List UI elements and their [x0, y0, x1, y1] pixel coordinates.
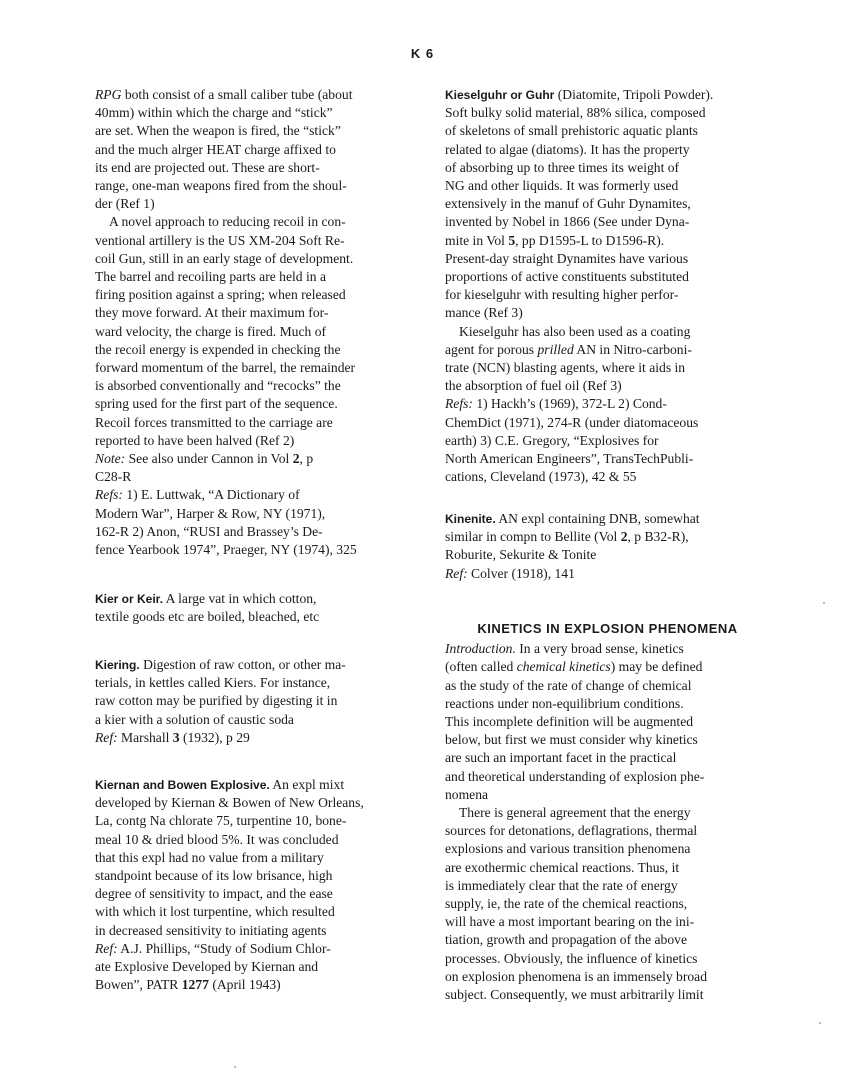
text-segment: standpoint because of its low brisance, high — [95, 868, 333, 884]
text-segment: developed by Kiernan & Bowen of New Orleans, — [95, 795, 364, 811]
text-segment: (1932), p 29 — [179, 729, 250, 745]
text-line — [445, 786, 770, 804]
text-line — [95, 794, 410, 812]
text-line — [445, 432, 770, 450]
section-title: KINETICS IN EXPLOSION PHENOMENA — [477, 621, 738, 636]
text-segment: Colver (1918), 141 — [467, 565, 575, 581]
text-line — [95, 359, 410, 377]
text-line — [95, 541, 410, 559]
text-segment: Roburite, Sekurite & Tonite — [445, 547, 597, 563]
text-segment: AN expl containing DNB, somewhat — [495, 511, 700, 526]
text-segment: is absorbed conventionally and “recocks” the — [95, 378, 341, 394]
text-segment: Modern War”, Harper & Row, NY (1971), — [95, 505, 326, 521]
text-segment: are exothermic chemical reactions. Thus, it — [445, 859, 680, 875]
text-line — [445, 677, 770, 695]
text-line — [445, 104, 770, 122]
text-segment: that this expl had no value from a military — [95, 849, 324, 865]
text-segment: ate Explosive Developed by Kiernan and — [95, 959, 319, 975]
text-line — [445, 268, 770, 286]
text-line — [95, 432, 410, 450]
text-line — [445, 931, 770, 949]
text-segment: ventional artillery is the US XM-204 Soft Re- — [95, 232, 345, 248]
text-line — [445, 695, 770, 713]
text-line — [445, 359, 770, 377]
text-line — [95, 104, 410, 122]
text-segment: spring used for the first part of the sequence. — [95, 396, 338, 412]
text-segment: earth) 3) C.E. Gregory, “Explosives for — [445, 432, 659, 448]
text-segment: Refs: — [95, 487, 123, 503]
text-segment: Marshall — [117, 729, 173, 745]
text-segment: 2 — [620, 529, 628, 545]
text-segment: (often called — [445, 659, 517, 675]
text-segment: Present-day straight Dynamites have various — [445, 250, 689, 266]
entry-kier — [95, 590, 410, 626]
text-segment: The barrel and recoiling parts are held in a — [95, 269, 326, 285]
text-segment: reported to have been halved (Ref 2) — [95, 432, 295, 448]
text-segment: they move forward. At their maximum for- — [95, 305, 329, 321]
text-line — [445, 986, 770, 1004]
text-line — [95, 940, 410, 958]
text-segment: agent for porous — [445, 341, 538, 357]
text-line — [445, 86, 770, 104]
text-segment: Ref: — [95, 729, 118, 745]
text-line — [445, 968, 770, 986]
text-line — [445, 177, 770, 195]
text-segment: are set. When the weapon is fired, the “stick” — [95, 123, 341, 139]
text-line — [95, 286, 410, 304]
text-segment: sources for detonations, deflagrations, thermal — [445, 823, 698, 839]
text-segment: NG and other liquids. It was formerly used — [445, 178, 679, 194]
text-line — [445, 528, 770, 546]
text-segment: RPG — [95, 87, 122, 102]
text-segment: (Diatomite, Tripoli Powder). — [554, 87, 714, 102]
text-line — [95, 450, 410, 468]
text-segment: below, but first we must consider why kinetics — [445, 732, 698, 748]
text-segment: tiation, growth and propagation of the above — [445, 932, 687, 948]
text-segment: proportions of active constituents substituted — [445, 269, 689, 285]
text-segment: ward velocity, the charge is fired. Much of — [95, 323, 327, 339]
text-segment: raw cotton may be purified by digesting it in — [95, 693, 338, 709]
text-segment: forward momentum of the barrel, the remainder — [95, 360, 356, 376]
text-line — [445, 859, 770, 877]
text-segment: mance (Ref 3) — [445, 305, 523, 321]
text-segment: prilled — [537, 341, 574, 357]
text-segment: , pp D1595-L to D1596-R). — [515, 232, 665, 248]
text-segment: degree of sensitivity to impact, and the ease — [95, 886, 333, 902]
text-line — [445, 822, 770, 840]
entry-headword: Kiernan and Bowen Explosive. — [95, 778, 270, 792]
text-segment: An expl mixt — [269, 777, 345, 792]
text-segment: ) may be defined — [610, 659, 703, 675]
text-segment: nomena — [445, 786, 489, 802]
text-line — [95, 711, 410, 729]
text-segment: cations, Cleveland (1973), 42 & 55 — [445, 469, 637, 485]
text-line — [95, 867, 410, 885]
text-segment: In a very broad sense, kinetics — [515, 641, 684, 657]
text-segment: 2 — [292, 451, 300, 467]
text-line — [95, 656, 410, 674]
text-line — [95, 608, 410, 626]
text-line — [445, 377, 770, 395]
text-segment: Ref: — [95, 940, 118, 956]
text-line — [445, 950, 770, 968]
text-line — [445, 840, 770, 858]
text-line — [95, 159, 410, 177]
text-line — [95, 304, 410, 322]
text-segment: reactions under non-equilibrium conditions. — [445, 695, 684, 711]
text-line — [95, 812, 410, 830]
text-segment: for kieselguhr with resulting higher perfor- — [445, 287, 679, 303]
text-segment: Bowen”, PATR — [95, 977, 182, 993]
text-segment: 162-R 2) Anon, “RUSI and Brassey’s De- — [95, 523, 323, 539]
text-line — [445, 749, 770, 767]
text-line — [445, 286, 770, 304]
text-segment: mite in Vol — [445, 232, 509, 248]
text-segment: coil Gun, still in an early stage of development. — [95, 250, 354, 266]
text-line — [95, 141, 410, 159]
text-segment: of absorbing up to three times its weight of — [445, 159, 680, 175]
text-line — [95, 903, 410, 921]
text-segment: chemical kinetics — [516, 659, 611, 675]
text-segment: extensively in the manuf of Guhr Dynamites, — [445, 196, 691, 212]
text-line — [445, 414, 770, 432]
text-segment: in decreased sensitivity to initiating agents — [95, 922, 327, 938]
text-segment: ChemDict (1971), 274-R (under diatomaceous — [445, 414, 699, 430]
text-line — [95, 177, 410, 195]
text-line — [95, 486, 410, 504]
text-line — [445, 122, 770, 140]
text-segment: Refs: — [445, 396, 473, 412]
text-segment: explosions and various transition phenomena — [445, 841, 691, 857]
text-line — [95, 195, 410, 213]
text-line — [95, 86, 410, 104]
text-line — [445, 195, 770, 213]
text-segment: the absorption of fuel oil (Ref 3) — [445, 378, 622, 394]
text-segment: der (Ref 1) — [95, 196, 155, 212]
text-segment: This incomplete definition will be augmented — [445, 714, 694, 730]
text-segment: invented by Nobel in 1866 (See under Dyna- — [445, 214, 690, 230]
text-line — [445, 658, 770, 676]
text-line — [445, 546, 770, 564]
text-segment: with which it lost turpentine, which resulted — [95, 904, 335, 920]
text-line — [95, 323, 410, 341]
text-line — [445, 323, 770, 341]
text-segment: C28-R — [95, 469, 132, 485]
text-segment: the recoil energy is expended in checking the — [95, 341, 341, 357]
text-line — [445, 304, 770, 322]
text-line — [95, 414, 410, 432]
text-line — [445, 450, 770, 468]
text-segment: similar in compn to Bellite (Vol — [445, 529, 621, 545]
text-line — [95, 505, 410, 523]
text-segment: both consist of a small caliber tube (about — [121, 87, 353, 102]
text-line — [95, 776, 410, 794]
text-segment: related to algae (diatoms). It has the property — [445, 141, 690, 157]
text-segment: 1277 — [181, 977, 209, 993]
text-segment: on explosion phenomena is an immensely broad — [445, 968, 708, 984]
text-segment: Note: — [95, 451, 126, 467]
entry-headword: Kieselguhr or Guhr — [445, 88, 555, 102]
text-segment: , p — [299, 451, 314, 467]
text-line — [445, 341, 770, 359]
text-segment: 40mm) within which the charge and “stick” — [95, 105, 333, 121]
text-line — [445, 468, 770, 486]
entry-kinenite — [445, 510, 770, 583]
text-line — [95, 922, 410, 940]
text-line — [95, 232, 410, 250]
text-segment: trate (NCN) blasting agents, where it aids in — [445, 360, 686, 376]
text-line — [95, 976, 410, 994]
text-segment: Soft bulky solid material, 88% silica, composed — [445, 105, 706, 121]
text-segment: 1) Hackh’s (1969), 372-L 2) Cond- — [472, 396, 667, 412]
text-line — [445, 768, 770, 786]
text-line — [95, 268, 410, 286]
text-segment: 1) E. Luttwak, “A Dictionary of — [122, 487, 300, 503]
text-segment: 3 — [172, 729, 180, 745]
text-line — [95, 849, 410, 867]
text-line — [445, 213, 770, 231]
text-segment: supply, ie, the rate of the chemical reactions, — [445, 896, 688, 912]
text-segment: is immediately clear that the rate of energy — [445, 877, 678, 893]
text-line — [95, 341, 410, 359]
text-line — [445, 640, 770, 658]
text-segment: AN in Nitro-carboni- — [573, 341, 692, 357]
text-line — [445, 877, 770, 895]
text-segment: processes. Obviously, the influence of kinetics — [445, 950, 698, 966]
text-line — [95, 692, 410, 710]
entry-kiernan-bowen — [95, 776, 410, 994]
text-segment: a kier with a solution of caustic soda — [95, 711, 294, 727]
text-segment: are such an important facet in the practical — [445, 750, 677, 766]
text-line — [445, 731, 770, 749]
text-segment: and the much alrger HEAT charge affixed to — [95, 141, 336, 157]
text-line — [95, 590, 410, 608]
text-segment: Introduction. — [445, 641, 516, 657]
text-segment: 5 — [508, 232, 516, 248]
text-line — [95, 468, 410, 486]
text-segment: (April 1943) — [208, 977, 281, 993]
text-line — [445, 913, 770, 931]
text-segment: A large vat in which cotton, — [163, 591, 317, 606]
text-line — [95, 395, 410, 413]
text-line — [445, 395, 770, 413]
text-segment: Digestion of raw cotton, or other ma- — [139, 657, 346, 672]
text-segment: Kieselguhr has also been used as a coating — [459, 323, 691, 339]
text-line — [445, 141, 770, 159]
entry-kieselguhr — [445, 86, 770, 486]
text-line — [95, 377, 410, 395]
text-line — [445, 159, 770, 177]
text-line — [95, 958, 410, 976]
text-segment: as the study of the rate of change of chemical — [445, 677, 692, 693]
text-line — [95, 523, 410, 541]
entry-headword: Kier or Keir. — [95, 592, 164, 606]
text-segment: range, one-man weapons fired from the shoul- — [95, 178, 347, 194]
text-segment: textile goods etc are boiled, bleached, etc — [95, 609, 320, 625]
text-line — [445, 713, 770, 731]
text-line — [95, 213, 410, 231]
entry-rpg — [95, 86, 410, 559]
text-segment: A.J. Phillips, “Study of Sodium Chlor- — [117, 940, 331, 956]
text-segment: and theoretical understanding of explosion phe- — [445, 768, 705, 784]
text-segment: North American Engineers”, TransTechPubli- — [445, 451, 694, 467]
text-segment: subject. Consequently, we must arbitrarily limit — [445, 987, 704, 1003]
page-number: K 6 — [410, 46, 435, 61]
text-line — [445, 232, 770, 250]
text-segment: , p B32-R), — [627, 529, 689, 545]
text-line — [445, 895, 770, 913]
text-line — [95, 885, 410, 903]
text-line — [95, 250, 410, 268]
text-segment: A novel approach to reducing recoil in con- — [109, 214, 346, 230]
text-segment: There is general agreement that the energy — [459, 805, 691, 821]
text-segment: fence Yearbook 1974”, Praeger, NY (1974), 325 — [95, 542, 357, 558]
text-line — [445, 250, 770, 268]
entry-headword: Kinenite. — [445, 512, 496, 526]
text-line — [95, 729, 410, 747]
text-line — [95, 674, 410, 692]
text-line — [445, 804, 770, 822]
section-kinetics — [445, 620, 770, 1004]
text-segment: Recoil forces transmitted to the carriage are — [95, 414, 333, 430]
text-line — [445, 565, 770, 583]
text-segment: La, contg Na chlorate 75, turpentine 10, bone- — [95, 813, 347, 829]
text-segment: its end are projected out. These are short- — [95, 159, 320, 175]
text-line — [95, 831, 410, 849]
entry-headword: Kiering. — [95, 658, 140, 672]
text-segment: will have a most important bearing on the ini- — [445, 914, 695, 930]
text-line — [445, 510, 770, 528]
entry-kiering — [95, 656, 410, 747]
text-segment: See also under Cannon in Vol — [125, 451, 293, 467]
text-segment: Ref: — [445, 565, 468, 581]
text-segment: of skeletons of small prehistoric aquatic plants — [445, 123, 698, 139]
text-line — [95, 122, 410, 140]
text-segment: terials, in kettles called Kiers. For instance, — [95, 675, 331, 691]
text-segment: firing position against a spring; when released — [95, 287, 346, 303]
text-segment: meal 10 & dried blood 5%. It was concluded — [95, 831, 339, 847]
